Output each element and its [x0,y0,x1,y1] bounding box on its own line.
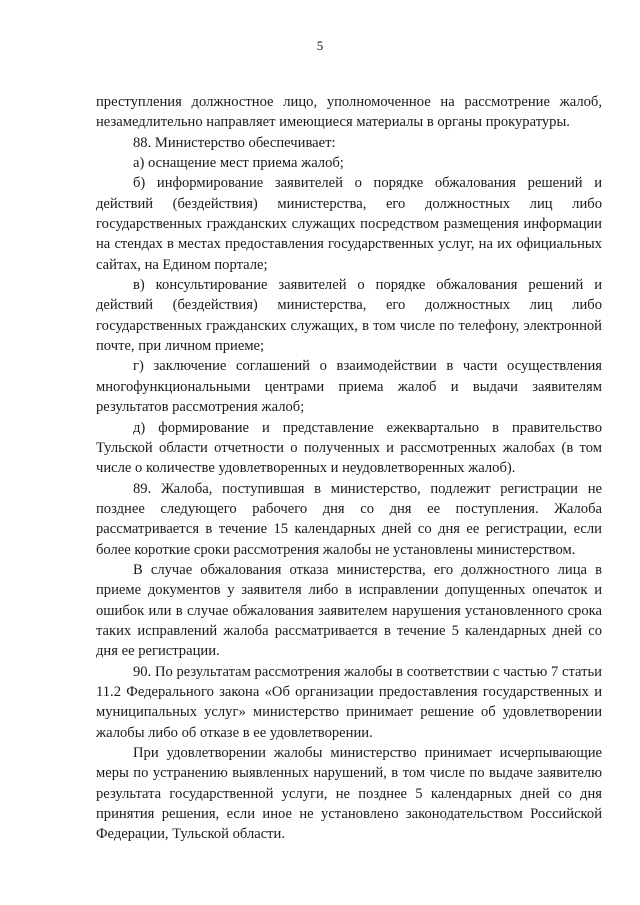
paragraph-5: в) консультирование заявителей о порядке обжалования решений и действий (бездействия) министерства, его должностных лиц либо государственных гражданских служащих, в том числе по телефону, электронной почте, при личном приеме; [96,277,602,355]
paragraph-10: 90. По результатам рассмотрения жалобы в соответствии с частью 7 статьи 11.2 Федерального закона «Об организации предоставления государственных и муниципальных услуг» министерство принимает решение об удовлетворении жалобы либо об отказе в ее удовлетворении. [96,663,602,741]
paragraph-9: В случае обжалования отказа министерства, его должностного лица в приеме документов у заявителя либо в исправлении допущенных опечаток и ошибок или в случае обжалования заявителем нарушения установленного срока таких исправлений жалоба рассматривается в течение 5 календарных дней со дня ее регистрации. [96,561,602,660]
paragraph-2: 88. Министерство обеспечивает: [133,134,336,151]
paragraph-1: преступления должностное лицо, уполномоченное на рассмотрение жалоб, незамедлительно направляет имеющиеся материалы в органы прокуратуры. [96,94,602,131]
paragraph-8: 89. Жалоба, поступившая в министерство, подлежит регистрации не позднее следующего рабочего дня со дня ее поступления. Жалоба рассматривается в течение 15 календарных дней со дня ее регистрации, если более короткие сроки рассмотрения жалобы не установлены министерством. [96,480,602,558]
document-body [96,92,602,845]
paragraph-6: г) заключение соглашений о взаимодействии в части осуществления многофункциональными центрами приема жалоб и выдачи заявителям результатов рассмотрения жалоб; [96,358,602,416]
paragraph-11: При удовлетворении жалобы министерство принимает исчерпывающие меры по устранению выявленных нарушений, в том числе по выдаче заявителю результата государственной услуги, не позднее 5 календарных дней со дня принятия решения, если иное не установлено законодательством Российской Федерации, Тульской области. [96,745,602,843]
page-number: 5 [316,38,324,53]
paragraph-4: б) информирование заявителей о порядке обжалования решений и действий (бездействия) министерства, его должностных лиц либо государственных гражданских служащих посредством размещения информации на стендах в местах предоставления государственных услуг, на их официальных сайтах, на Едином портале; [96,175,602,273]
paragraph-3: а) оснащение мест приема жалоб; [133,155,344,172]
paragraph-7: д) формирование и представление ежеквартально в правительство Тульской области отчетности о полученных и рассмотренных жалобах (в том числе о количестве удовлетворенных и неудовлетворенных жалоб). [96,419,602,477]
